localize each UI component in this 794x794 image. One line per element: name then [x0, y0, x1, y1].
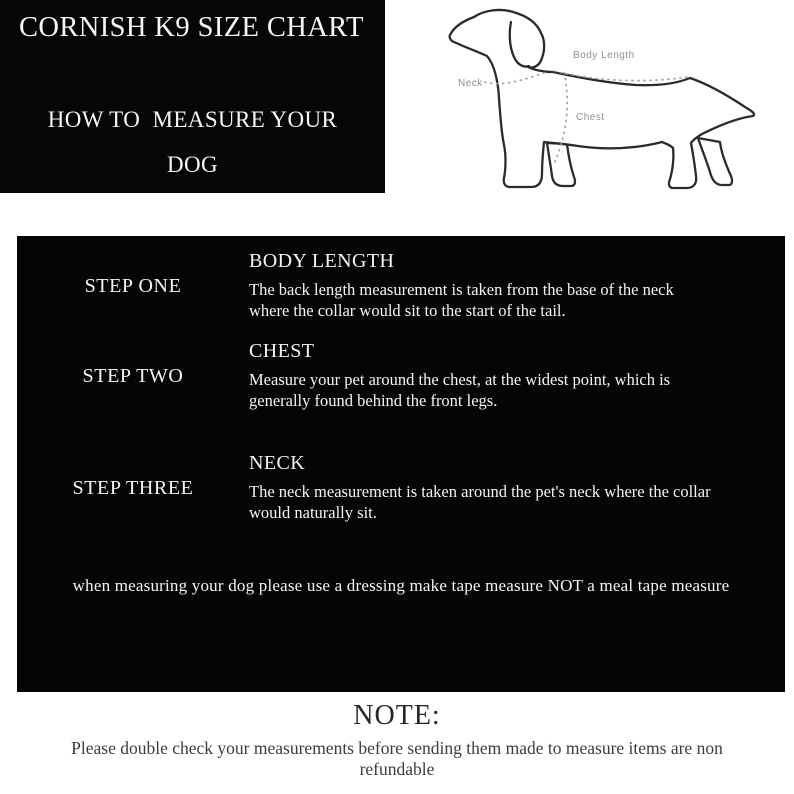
step-row-one: [17, 250, 785, 321]
step-three-description: The neck measurement is taken around the pet's neck where the collar would naturally sit.: [249, 482, 711, 522]
body-length-label: Body Length: [573, 50, 635, 61]
page-subtitle: HOW TO MEASURE YOUR DOG: [47, 107, 344, 177]
step-two-label: STEP TWO: [82, 365, 184, 387]
measuring-tip: when measuring your dog please use a dressing make tape measure NOT a meal tape measure: [72, 576, 730, 595]
dog-far-front-leg: [547, 143, 575, 186]
step-two-body: [249, 340, 785, 411]
chest-label: Chest: [576, 112, 605, 123]
step-one-heading: BODY LENGTH: [249, 250, 395, 272]
header-panel: [0, 0, 385, 193]
step-two-description: Measure your pet around the chest, at the widest point, which is generally found behind the front legs.: [249, 370, 671, 410]
step-row-two: [17, 340, 785, 411]
step-one-description: The back length measurement is taken from the base of the neck where the collar would sit to the start of the tail.: [249, 280, 674, 320]
step-three-label: STEP THREE: [72, 477, 194, 499]
note-heading: NOTE:: [353, 700, 441, 731]
page-title: CORNISH K9 SIZE CHART: [19, 12, 364, 43]
note-section: [0, 700, 794, 780]
neck-label: Neck: [458, 78, 483, 89]
dog-measurement-diagram: [440, 2, 790, 207]
step-one-body: [249, 250, 785, 321]
steps-panel: [17, 236, 785, 692]
step-row-three: [17, 452, 785, 523]
step-three-heading: NECK: [249, 452, 306, 474]
note-body: Please double check your measurements before sending them made to measure items are non refundable: [71, 738, 723, 779]
step-one-label: STEP ONE: [84, 275, 182, 297]
dog-far-rear-leg: [698, 138, 732, 185]
step-two-heading: CHEST: [249, 340, 315, 362]
step-three-body: [249, 452, 785, 523]
